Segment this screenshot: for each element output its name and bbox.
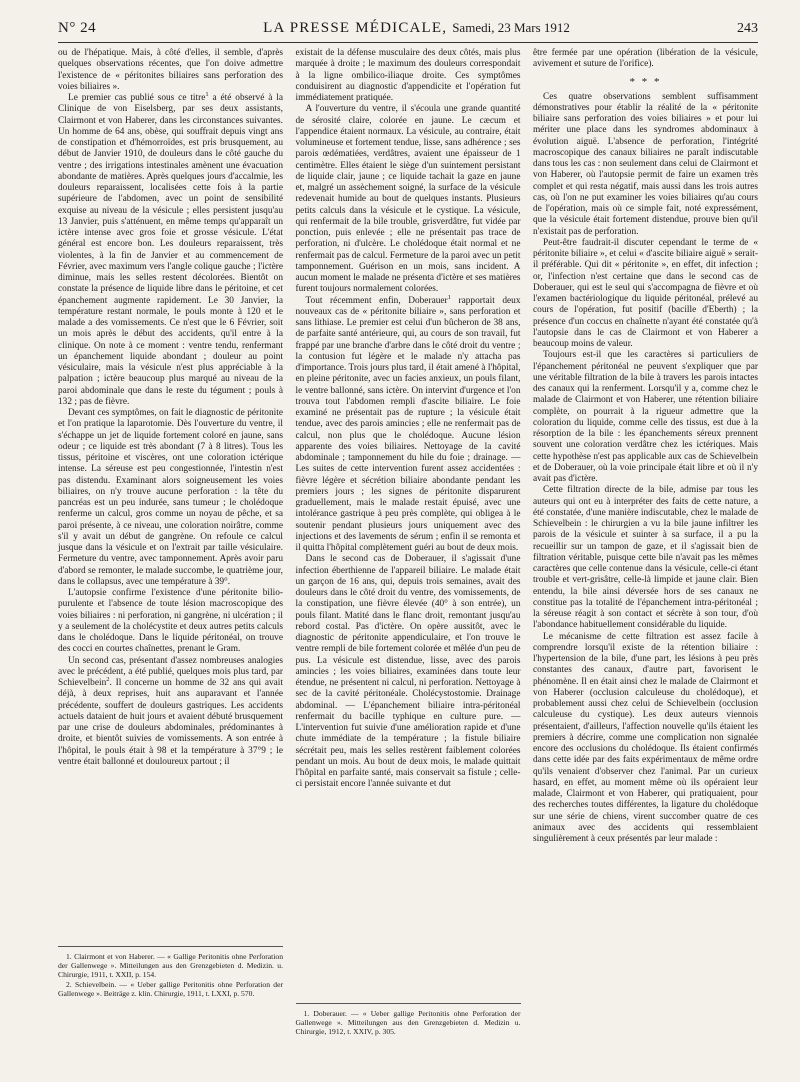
issue-number: N° 24 xyxy=(58,20,97,36)
paragraph xyxy=(58,90,283,408)
paragraph: Dans le second cas de Doberauer, il s'agissait d'une infection éberthienne de l'appareil biliaire. Le malade était un garçon de 16 ans, qui, depuis trois semaines, avait des douleurs dans le côté droit du ventre, des vomissements, de la constipation, une fièvre élevée (40° à son entrée), un pouls filant. Matité dans le flanc droit, remontant jusqu'au rebord costal. Pas d'ictère. On opère aussitôt, avec le diagnostic de péritonite appendiculaire, et l'on trouve le ventre rempli de bile fortement colorée et mêlée d'un peu de pus. La vésicule est distendue, lisse, avec des parois amincies ; les voies biliaires, examinées dans toute leur étendue, ne présentent ni calcul, ni perforation. Nettoyage à sec de la cavité péritonéale. Cholécystostomie. Drainage abdominal. — L'épanchement biliaire intra-péritonéal renfermait du bacille typhique en culture pure. — L'intervention fut suivie d'une amélioration rapide et d'une chute immédiate de la température ; la fistule biliaire sécrétait peu, mais les selles restèrent faiblement colorées pendant un mois. Au bout de deux mois, le malade quittait l'hôpital en parfaite santé, mais conservait sa fistule ; celle-ci persistait encore l'année suivante et dut xyxy=(295,554,521,790)
paragraph-text: Un second cas, présentant d'assez nombreuses analogies avec le précédent, a été publié, quelques mois plus tard, par Schievelbein xyxy=(58,655,283,688)
page-number: 243 xyxy=(737,21,758,36)
paragraph: Devant ces symptômes, on fait le diagnostic de péritonite et l'on pratique la laparotomie. Dès l'ouverture du ventre, il s'échappe un jet de liquide fortement coloré en jaune, sans odeur ; ce liquide est très abondant (7 à 8 litres). Tous les tissus, péritoine et viscères, ont une coloration ictérique intense. La séreuse est peu congestionnée, l'intestin n'est pas distendu. Examinant alors soigneusement les voies biliaires, on n'y trouve aucune perforation : la tête du pancréas est un peu indurée, sans tumeur ; le cholédoque renferme un calcul, gros comme un noyau de pêche, et sa paroi présente, à ce niveau, une coloration noirâtre, comme s'il y avait un début de gangrène. On refoule ce calcul jusque dans la vésicule et on l'extrait par taille vésiculaire. Fermeture du ventre, avec tamponnement. Après avoir paru d'abord se remonter, le malade succombe, le quatrième jour, dans le collapsus, avec une température à 39°. xyxy=(58,408,283,587)
footnote: 2. Schievelbein. — « Ueber gallige Peritonitis ohne Perforation der Gallenwege ». Beiträge z. klin. Chirurgie, 1911, t. LXXI, p. 570. xyxy=(58,980,283,999)
paragraph: Toujours est-il que les caractères si particuliers de l'épanchement péritonéal ne peuvent s'expliquer que par une véritable filtration de la bile à travers les parois intactes des canaux qui la renferment. Lorsqu'il y a, comme chez le malade de Clairmont et von Haberer, une rétention biliaire complète, on pourrait à la rigueur admettre que la coloration du liquide, comme celle des tissus, est due à la résorption de la bile : les épanchements séreux prennent souvent une coloration verdâtre chez les ictériques. Mais cette hypothèse n'est pas applicable aux cas de Schievelbein et de Doberauer, où la voie principale était libre et où il n'y avait pas d'ictère. xyxy=(533,350,758,484)
column-1-footnotes xyxy=(58,946,283,999)
paragraph: existait de la défense musculaire des deux côtés, mais plus marquée à droite ; le maximum des douleurs correspondait à la ligne ombilico-iliaque droite. Ces symptômes conduisirent au diagnostic d'appendicite et l'opération fut immédiatement pratiquée. xyxy=(295,48,521,103)
paragraph: ou de l'hépatique. Mais, à côté d'elles, il semble, d'après quelques observations récentes, que l'on doive admettre l'existence de « péritonites biliaires sans perforation des voies biliaires ». xyxy=(58,48,283,92)
column-3 xyxy=(533,48,758,1068)
paragraph-text: rapportait deux nouveaux cas de « péritonite biliaire », sans perforation et sans lithiase. Le premier est celui d'un bûcheron de 38 ans, de parfaite santé antérieure, qui, au cours de son travail, fut frappé par une branche d'arbre dans le côté droit du ventre ; la contusion fut légère et le malade n'y attacha pas d'importance. Trois jours plus tard, il était amené à l'hôpital, en pleine péritonite, avec un facies anxieux, un pouls filant, le ventre ballonné, sans ictère. On intervint d'urgence et l'on trouva tout l'abdomen rempli d'ascite biliaire. Le foie examiné ne présentait pas de rupture ; la vésicule était tendue, avec des parois amincies ; elle ne renfermait pas de calcul, non plus que le cholédoque. Aucune lésion apparente des voies biliaires. Nettoyage de la cavité abdominale ; tamponnement du hile du foie ; drainage. — Les suites de cette intervention furent assez accidentées : fièvre légère et sécrétion biliaire abondante pendant les premiers jours ; les signes de péritonite disparurent graduellement, mais le malade restait épuisé, avec une intolérance gastrique à peu près complète, qui obligea à le soutenir pendant plusieurs jours uniquement avec des injections et des lavements de sérum ; enfin il se remonta et il quitta l'hôpital complètement guéri au bout de deux mois. xyxy=(295,295,521,553)
journal-title-line xyxy=(263,20,570,37)
footnote-ref: 1 xyxy=(447,293,451,301)
paragraph-text: Le premier cas publié sous ce titre xyxy=(68,93,206,103)
paragraph xyxy=(295,293,521,555)
footnote: 1. Doberauer. — « Ueber gallige Peritonitis ohne Perforation der Gallenwege ». Mitteilungen aus den Grenzgebieten d. Medizin u. Chirurgie, 1912, t. XXIV, p. 305. xyxy=(295,1009,521,1037)
paragraph-text: Tout récemment enfin, Doberauer xyxy=(305,295,448,306)
paragraph: A l'ouverture du ventre, il s'écoula une grande quantité de sérosité claire, colorée en jaune. Le cæcum et l'appendice étaient normaux. La vésicule, au contraire, était volumineuse et fortement tendue, lisse, sans adhérence ; ses parois œdématiées, verdâtres, avaient une épaisseur de 1 centimètre. Elles étaient le siège d'un suintement persistant de liquide clair, jaune ; ce liquide tachait la gaze en jaune et, malgré un assèchement soigné, la surface de la vésicule redevenait humide au bout de quelques instants. Plusieurs petits calculs dans la vésicule et le cystique. La vésicule, qui renfermait de la bile trouble, grisverdâtre, fut vidée par ponction, puis enlevée ; elle ne présentait pas trace de perforation, ni d'ulcère. Le cholédoque était normal et ne renfermait pas de calcul. Fermeture de la paroi avec un petit tamponnement. Guérison en un mois, sans incident. A aucun moment le malade ne présenta d'ictère et ses matières furent toujours normalement colorées. xyxy=(295,104,521,295)
journal-title: LA PRESSE MÉDICALE, xyxy=(263,20,448,36)
footnote-ref: 2 xyxy=(106,675,110,683)
paragraph: Cette filtration directe de la bile, admise par tous les auteurs qui ont eu à interpréter des faits de cette nature, a été constatée, d'une manière indiscutable, chez le malade de Schievelbein : le chirurgien a vu la bile jaune infiltrer les parois de la vésicule et suinter à sa surface, il a pu la recueillir sur un tampon de gaze, et il s'agissait bien de filtration véritable, puisque cette bile n'avait pas les mêmes caractères que celle contenue dans la vésicule, celle-ci étant trouble et vert-grisâtre, celle-là limpide et jaune clair. Bien entendu, la bile ainsi déversée hors de ses canaux ne constitue pas la totalité de l'épanchement intra-péritonéal ; la séreuse réagit à son contact et sécrète à son tour, d'où l'abondance habituellement considérable du liquide. xyxy=(533,485,758,631)
paragraph: Ces quatre observations semblent suffisamment démonstratives pour établir la réalité de la « péritonite biliaire sans perforation des voies biliaires » et pour lui mériter une place dans les syndromes abdominaux à évolution aiguë. L'absence de perforation, l'intégrité macroscopique des canaux biliaires ne paraît indiscutable dans tous les cas : non seulement dans celui de Clairmont et von Haberer, où l'autopsie permit de faire un examen très complet et qui resta négatif, mais aussi dans les trois autres cas, où l'on ne put examiner les voies biliaires qu'au cours de l'opération, mais où ce simple fait, noté expressément, que la vésicule était fortement distendue, prouve bien qu'il n'existait pas de perforation. xyxy=(533,91,758,237)
column-3-body xyxy=(533,48,758,845)
paragraph xyxy=(58,656,283,769)
paragraph-text: a été observé à la Clinique de von Eiselsberg, par ses deux assistants, Clairmont et von Haberer, dans les circonstances suivantes. Un homme de 64 ans, obèse, qui souffrait depuis vingt ans de constipation et d'hémorroïdes, est pris brusquement, au début de Janvier 1910, de douleurs dans le côté gauche du ventre ; des irrigations intestinales amènent une évacuation abondante de matières. Après quelques jours d'accalmie, les douleurs reparaissent, localisées cette fois à la partie supérieure de l'abdomen, avec un point de sensibilité exquise au niveau de la vésicule ; elles persistent jusqu'au 13 Janvier, puis s'atténuent, en même temps qu'apparaît un ictère intense avec gros foie et grosse vésicule. L'état général est encore bon. Les douleurs reparaissent, très violentes, à la fin de Janvier et au commencement de Février, avec maximum vers l'angle colique gauche ; l'ictère diminue, mais les selles restent décolorées. Bientôt on constate la présence de liquide libre dans le péritoine, et cet épanchement augmente rapidement. Le 30 Janvier, la température restant normale, le pouls monte à 120 et le malade a des vomissements. Ce n'est que le 6 Février, soit un mois après le début des accidents, qu'il entre à la clinique. On note à ce moment : ventre tendu, renfermant un épanchement liquide abondant ; douleur au point vésiculaire, mais la vésicule n'est plus appréciable à la palpation ; ictère beaucoup plus marqué au niveau de la paroi abdominale que dans le reste du tégument ; pouls à 132 ; pas de fièvre. xyxy=(58,93,283,407)
text-columns xyxy=(58,48,758,1068)
column-2-footnotes xyxy=(296,1003,521,1037)
section-asterism: * * * xyxy=(629,75,662,88)
column-2-body xyxy=(296,48,521,791)
paragraph: Le mécanisme de cette filtration est assez facile à comprendre lorsqu'il existe de la rétention biliaire : l'hypertension de la bile, d'une part, les lésions à peu près constantes des canaux, d'autre part, favorisent le phénomène. Il en était ainsi chez le malade de Clairmont et von Haberer (occlusion calculeuse du cholédoque), et probablement aussi chez celui de Schievelbein (occlusion calculeuse du cystique). Les deux auteurs viennois présentaient, d'ailleurs, l'affection nouvelle qu'ils étaient les premiers à décrire, comme une complication non signalée encore des occlusions du cholédoque. Ils étaient confirmés dans cette idée par des faits expérimentaux de même ordre qu'ils venaient d'observer chez l'animal. Par un curieux hasard, en effet, au moment même où ils opéraient leur malade, Clairmont et von Haberer, qui pratiquaient, pour des recherches toutes différentes, la ligature du cholédoque sur une série de chiens, virent succomber quatre de ces animaux avec des accidents qui ressemblaient singulièrement à ceux présentés par leur malade : xyxy=(533,631,758,844)
footnote-rule xyxy=(296,1003,521,1004)
footnote-rule xyxy=(58,946,283,947)
column-1-body xyxy=(58,48,283,768)
paragraph: être fermée par une opération (libération de la vésicule, avivement et suture de l'orifice). xyxy=(533,48,758,70)
column-2 xyxy=(296,48,521,1068)
footnote: 1. Clairmont et von Haberer. — « Gallige Peritonitis ohne Perforation der Gallenwege ». Mitteilungen aus den Grenzgebieten d. Medizin. u. Chirurgie, 1911, t. XXII, p. 154. xyxy=(58,952,283,980)
paragraph-text: . Il concerne un homme de 32 ans qui avait déjà, à deux reprises, huit ans auparavant et l'année précédente, souffert de douleurs gastriques. Les accidents actuels dataient de huit jours et avaient débuté brusquement par une crise de douleurs abdominales, prédominantes à droite, et bientôt suivies de vomissements. A son entrée à l'hôpital, le pouls était à 98 et la température à 37°9 ; le ventre était ballonné et douloureux partout ; il xyxy=(58,678,283,767)
running-header xyxy=(58,20,758,40)
paragraph: Peut-être faudrait-il discuter cependant le terme de « péritonite biliaire », et celui « d'ascite biliaire aiguë » serait-il préférable. Qui dit « péritonite », en effet, dit infection ; or, l'infection n'est certaine que dans le second cas de Doberauer, qui est le seul qui s'accompagna de fièvre et où l'examen bactériologique du liquide péritonéal, prélevé au cours de l'opération, fut positif (bacille d'Eberth) ; la présence d'un coccus en chaînette n'ayant été constatée qu'à l'autopsie dans le cas de Clairmont et von Haberer a beaucoup moins de valeur. xyxy=(533,237,758,349)
footnote-ref: 1 xyxy=(205,90,209,98)
header-rule xyxy=(58,42,758,43)
column-1 xyxy=(58,48,283,1068)
issue-date: Samedi, 23 Mars 1912 xyxy=(452,20,570,35)
paragraph: L'autopsie confirme l'existence d'une péritonite bilio-purulente et l'absence de toute lésion macroscopique des voies biliaires : ni perforation, ni gangrène, ni ulcération ; il y a seulement de la cholécystite et deux autres petits calculs dans le cholédoque. Dans le liquide péritonéal, on trouve des cocci en courtes chaînettes, prenant le Gram. xyxy=(58,588,283,655)
